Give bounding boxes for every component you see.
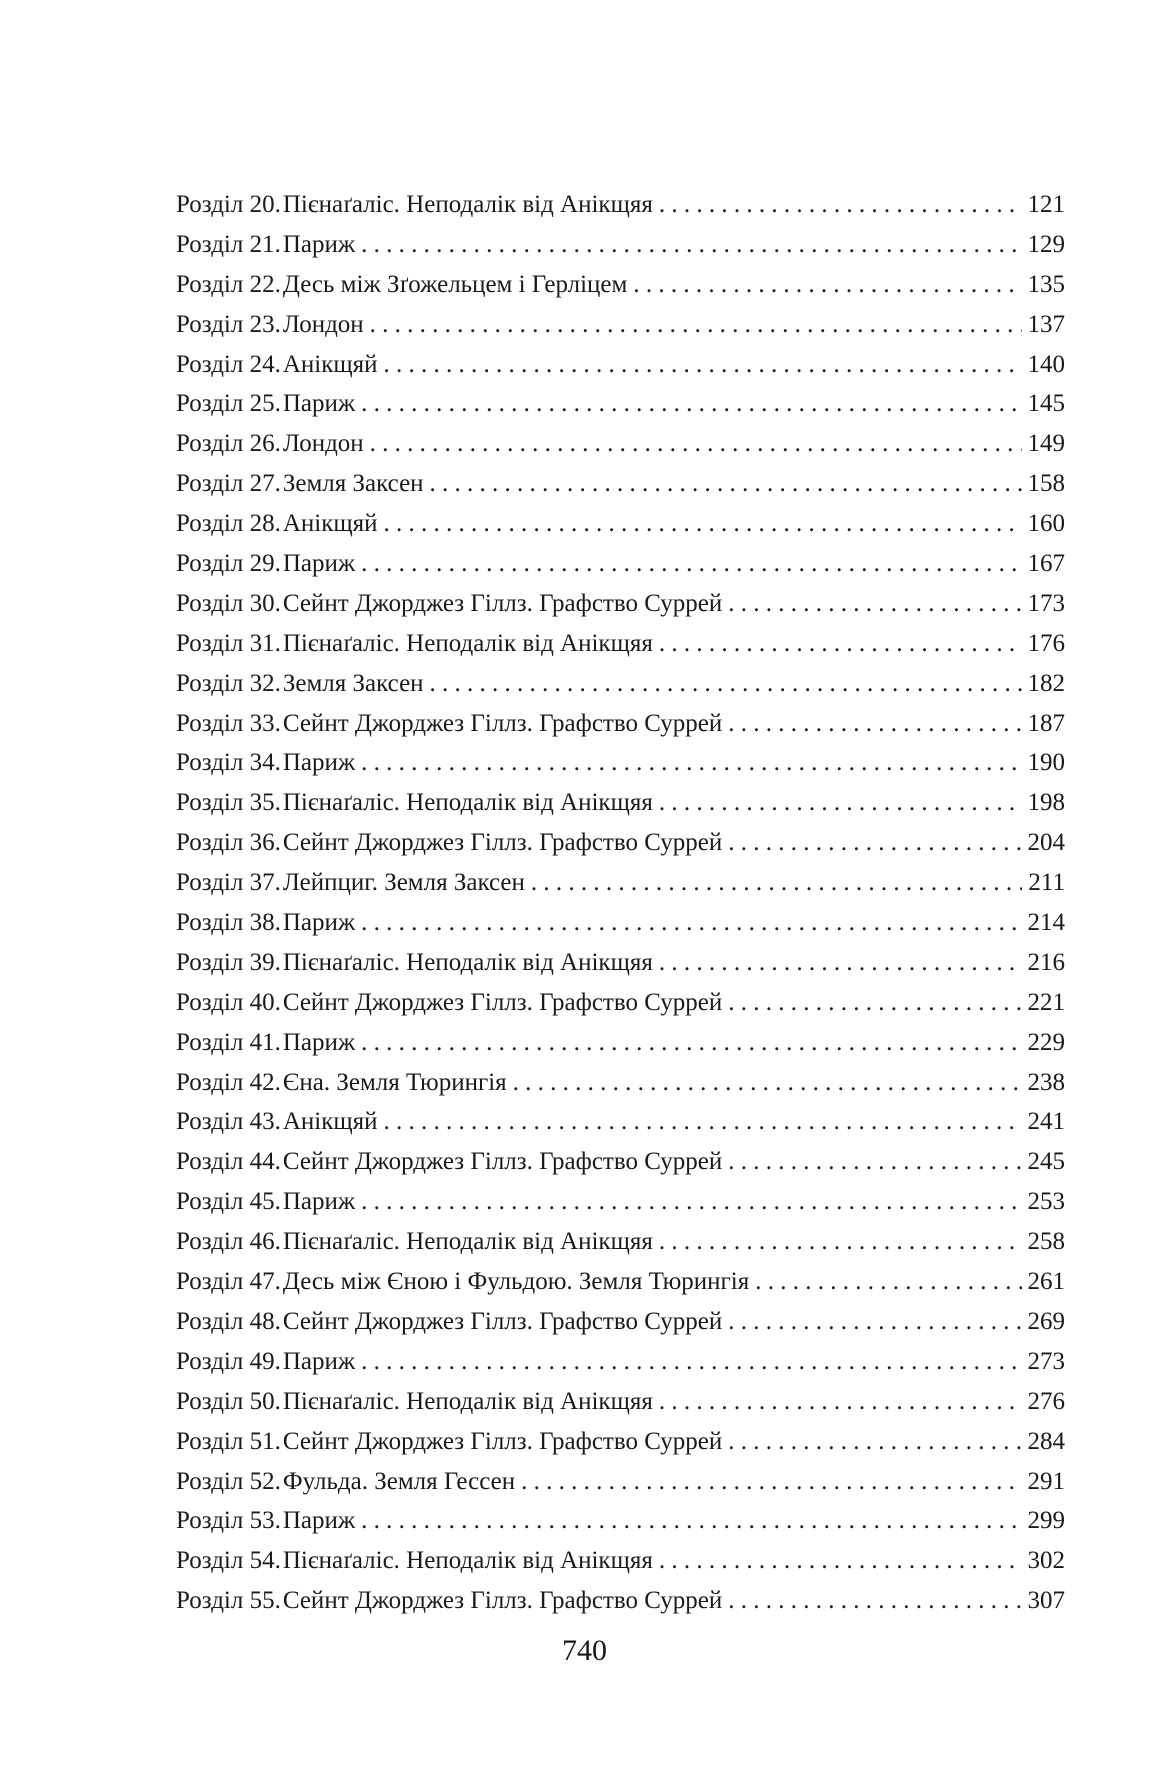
dot-leader: [521, 1462, 1021, 1502]
chapter-label: Розділ 38.: [176, 909, 281, 937]
table-of-contents: [176, 185, 1065, 1621]
toc-entry: [176, 1222, 1065, 1262]
chapter-title: Париж: [282, 1028, 356, 1056]
chapter-page: 269: [1027, 1307, 1065, 1335]
toc-entry: [176, 384, 1065, 424]
chapter-title: Десь між Єною і Фульдою. Земля Тюрингія: [282, 1268, 750, 1296]
dot-leader: [370, 305, 1022, 345]
chapter-title: Сейнт Джорджез Гіллз. Графство Суррей: [282, 829, 723, 857]
chapter-page: 121: [1027, 191, 1065, 218]
toc-entry: [176, 1063, 1065, 1103]
chapter-page: 149: [1027, 430, 1065, 458]
dot-leader: [361, 225, 1021, 265]
dot-leader: [728, 1422, 1021, 1462]
chapter-label: Розділ 27.: [176, 470, 281, 498]
toc-entry: [176, 185, 1065, 225]
dot-leader: [370, 424, 1022, 464]
chapter-label: Розділ 35.: [176, 789, 281, 817]
chapter-title: Лейпциг. Земля Заксен: [282, 869, 525, 897]
chapter-label: Розділ 46.: [176, 1228, 281, 1256]
chapter-page: 204: [1027, 829, 1065, 857]
chapter-title: Лондон: [282, 310, 364, 338]
chapter-label: Розділ 50.: [176, 1387, 281, 1415]
chapter-title: Пієнаґаліс. Неподалік від Анікщяя: [282, 1547, 653, 1575]
chapter-page: 273: [1027, 1347, 1065, 1375]
chapter-title: Земля Заксен: [282, 669, 424, 697]
chapter-label: Розділ 54.: [176, 1547, 281, 1575]
dot-leader: [361, 903, 1021, 943]
toc-entry: [176, 823, 1065, 863]
toc-entry: [176, 1023, 1065, 1063]
toc-entry: [176, 863, 1065, 903]
toc-entry: [176, 743, 1065, 783]
chapter-page: 258: [1027, 1228, 1065, 1256]
chapter-page: 241: [1027, 1108, 1065, 1136]
chapter-label: Розділ 21.: [176, 230, 281, 258]
chapter-page: 221: [1027, 988, 1065, 1016]
toc-entry: [176, 584, 1065, 624]
chapter-page: 253: [1027, 1188, 1065, 1216]
chapter-title: Париж: [282, 230, 356, 258]
chapter-label: Розділ 53.: [176, 1507, 281, 1535]
chapter-title: Пієнаґаліс. Неподалік від Анікщяя: [282, 1387, 653, 1415]
chapter-title: Париж: [282, 1188, 356, 1216]
chapter-label: Розділ 40.: [176, 988, 281, 1016]
dot-leader: [728, 704, 1021, 744]
chapter-label: Розділ 55.: [176, 1587, 281, 1615]
chapter-title: Пієнаґаліс. Неподалік від Анікщяя: [282, 191, 653, 218]
chapter-title: Париж: [282, 1347, 356, 1375]
dot-leader: [659, 1222, 1022, 1262]
chapter-label: Розділ 47.: [176, 1268, 281, 1296]
dot-leader: [430, 664, 1022, 704]
chapter-label: Розділ 44.: [176, 1148, 281, 1176]
toc-entry: [176, 903, 1065, 943]
chapter-label: Розділ 43.: [176, 1108, 281, 1136]
dot-leader: [384, 1102, 1022, 1142]
chapter-label: Розділ 39.: [176, 948, 281, 976]
dot-leader: [361, 1182, 1021, 1222]
toc-entry: [176, 1182, 1065, 1222]
chapter-title: Анікщяй: [282, 350, 378, 378]
chapter-page: 291: [1027, 1467, 1065, 1495]
chapter-title: Париж: [282, 390, 356, 418]
chapter-page: 160: [1027, 510, 1065, 538]
dot-leader: [361, 1501, 1021, 1541]
toc-entry: [176, 1541, 1065, 1581]
chapter-label: Розділ 48.: [176, 1307, 281, 1335]
toc-entry: [176, 1102, 1065, 1142]
chapter-label: Розділ 49.: [176, 1347, 281, 1375]
chapter-page: 140: [1027, 350, 1065, 378]
chapter-page: 284: [1027, 1427, 1065, 1455]
chapter-title: Пієнаґаліс. Неподалік від Анікщяя: [282, 789, 653, 817]
dot-leader: [659, 624, 1022, 664]
toc-entry: [176, 1501, 1065, 1541]
dot-leader: [728, 1142, 1021, 1182]
toc-entry: [176, 704, 1065, 744]
toc-entry: [176, 664, 1065, 704]
dot-leader: [513, 1063, 1022, 1103]
chapter-page: 302: [1027, 1547, 1065, 1575]
chapter-label: Розділ 32.: [176, 669, 281, 697]
chapter-page: 307: [1027, 1587, 1065, 1615]
chapter-page: 245: [1027, 1148, 1065, 1176]
chapter-label: Розділ 24.: [176, 350, 281, 378]
dot-leader: [361, 1023, 1021, 1063]
chapter-title: Пієнаґаліс. Неподалік від Анікщяя: [282, 1228, 653, 1256]
chapter-title: Лондон: [282, 430, 364, 458]
toc-entry: [176, 983, 1065, 1023]
dot-leader: [430, 464, 1022, 504]
chapter-title: Пієнаґаліс. Неподалік від Анікщяя: [282, 629, 653, 657]
chapter-title: Сейнт Джорджез Гіллз. Графство Суррей: [282, 709, 723, 737]
dot-leader: [659, 783, 1022, 823]
dot-leader: [361, 1342, 1021, 1382]
toc-entry: [176, 1422, 1065, 1462]
chapter-title: Париж: [282, 749, 356, 777]
chapter-page: 173: [1027, 589, 1065, 617]
toc-entry: [176, 1382, 1065, 1422]
toc-entry: [176, 464, 1065, 504]
toc-entry: [176, 783, 1065, 823]
dot-leader: [361, 743, 1021, 783]
dot-leader: [728, 983, 1021, 1023]
chapter-page: 299: [1027, 1507, 1065, 1535]
toc-entry: [176, 345, 1065, 385]
chapter-title: Париж: [282, 909, 356, 937]
toc-entry: [176, 1302, 1065, 1342]
dot-leader: [728, 1302, 1021, 1342]
chapter-title: Анікщяй: [282, 510, 378, 538]
chapter-label: Розділ 20.: [176, 191, 281, 218]
chapter-label: Розділ 25.: [176, 390, 281, 418]
dot-leader: [659, 185, 1022, 225]
chapter-page: 238: [1027, 1068, 1065, 1096]
dot-leader: [659, 943, 1022, 983]
dot-leader: [728, 584, 1021, 624]
chapter-page: 145: [1027, 390, 1065, 418]
chapter-label: Розділ 42.: [176, 1068, 281, 1096]
chapter-label: Розділ 26.: [176, 430, 281, 458]
dot-leader: [659, 1541, 1022, 1581]
chapter-page: 216: [1027, 948, 1065, 976]
toc-entry: [176, 1581, 1065, 1621]
dot-leader: [659, 1382, 1022, 1422]
chapter-page: 190: [1027, 749, 1065, 777]
chapter-label: Розділ 34.: [176, 749, 281, 777]
chapter-title: Сейнт Джорджез Гіллз. Графство Суррей: [282, 1148, 723, 1176]
chapter-page: 276: [1027, 1387, 1065, 1415]
dot-leader: [728, 1581, 1021, 1621]
chapter-title: Сейнт Джорджез Гіллз. Графство Суррей: [282, 1587, 723, 1615]
chapter-title: Сейнт Джорджез Гіллз. Графство Суррей: [282, 1427, 723, 1455]
chapter-title: Париж: [282, 1507, 356, 1535]
chapter-page: 176: [1027, 629, 1065, 657]
chapter-page: 129: [1027, 230, 1065, 258]
chapter-title: Десь між Зґожельцем і Герліцем: [282, 270, 628, 298]
toc-entry: [176, 1142, 1065, 1182]
dot-leader: [384, 504, 1022, 544]
chapter-title: Анікщяй: [282, 1108, 378, 1136]
chapter-title: Париж: [282, 550, 356, 578]
chapter-title: Єна. Земля Тюрингія: [282, 1068, 507, 1096]
toc-entry: [176, 624, 1065, 664]
toc-entry: [176, 1342, 1065, 1382]
chapter-page: 182: [1027, 669, 1065, 697]
toc-entry: [176, 1462, 1065, 1502]
chapter-title: Сейнт Джорджез Гіллз. Графство Суррей: [282, 988, 723, 1016]
chapter-title: Сейнт Джорджез Гіллз. Графство Суррей: [282, 1307, 723, 1335]
dot-leader: [361, 544, 1021, 584]
chapter-label: Розділ 41.: [176, 1028, 281, 1056]
chapter-page: 214: [1027, 909, 1065, 937]
toc-entry: [176, 1262, 1065, 1302]
chapter-label: Розділ 23.: [176, 310, 281, 338]
chapter-label: Розділ 45.: [176, 1188, 281, 1216]
toc-entry: [176, 424, 1065, 464]
chapter-label: Розділ 36.: [176, 829, 281, 857]
chapter-label: Розділ 33.: [176, 709, 281, 737]
chapter-page: 158: [1027, 470, 1065, 498]
toc-entry: [176, 943, 1065, 983]
chapter-label: Розділ 30.: [176, 589, 281, 617]
chapter-title: Сейнт Джорджез Гіллз. Графство Суррей: [282, 589, 723, 617]
chapter-label: Розділ 29.: [176, 550, 281, 578]
page-number: 740: [562, 1634, 607, 1667]
dot-leader: [361, 384, 1021, 424]
dot-leader: [384, 345, 1022, 385]
dot-leader: [633, 265, 1021, 305]
chapter-page: 198: [1027, 789, 1065, 817]
dot-leader: [728, 823, 1021, 863]
chapter-label: Розділ 28.: [176, 510, 281, 538]
chapter-label: Розділ 51.: [176, 1427, 281, 1455]
chapter-label: Розділ 52.: [176, 1467, 281, 1495]
chapter-page: 137: [1027, 310, 1065, 338]
toc-entry: [176, 504, 1065, 544]
chapter-label: Розділ 31.: [176, 629, 281, 657]
chapter-page: 229: [1027, 1028, 1065, 1056]
chapter-title: Фульда. Земля Гессен: [282, 1467, 516, 1495]
toc-entry: [176, 544, 1065, 584]
chapter-page: 167: [1027, 550, 1065, 578]
chapter-label: Розділ 37.: [176, 869, 281, 897]
chapter-page: 187: [1027, 709, 1065, 737]
chapter-title: Пієнаґаліс. Неподалік від Анікщяя: [282, 948, 653, 976]
toc-entry: [176, 305, 1065, 345]
dot-leader: [531, 863, 1023, 903]
toc-entry: [176, 265, 1065, 305]
dot-leader: [755, 1262, 1021, 1302]
chapter-page: 135: [1027, 270, 1065, 298]
chapter-label: Розділ 22.: [176, 270, 281, 298]
chapter-page: 261: [1027, 1268, 1065, 1296]
toc-entry: [176, 225, 1065, 265]
chapter-title: Земля Заксен: [282, 470, 424, 498]
chapter-page: 211: [1028, 869, 1065, 897]
